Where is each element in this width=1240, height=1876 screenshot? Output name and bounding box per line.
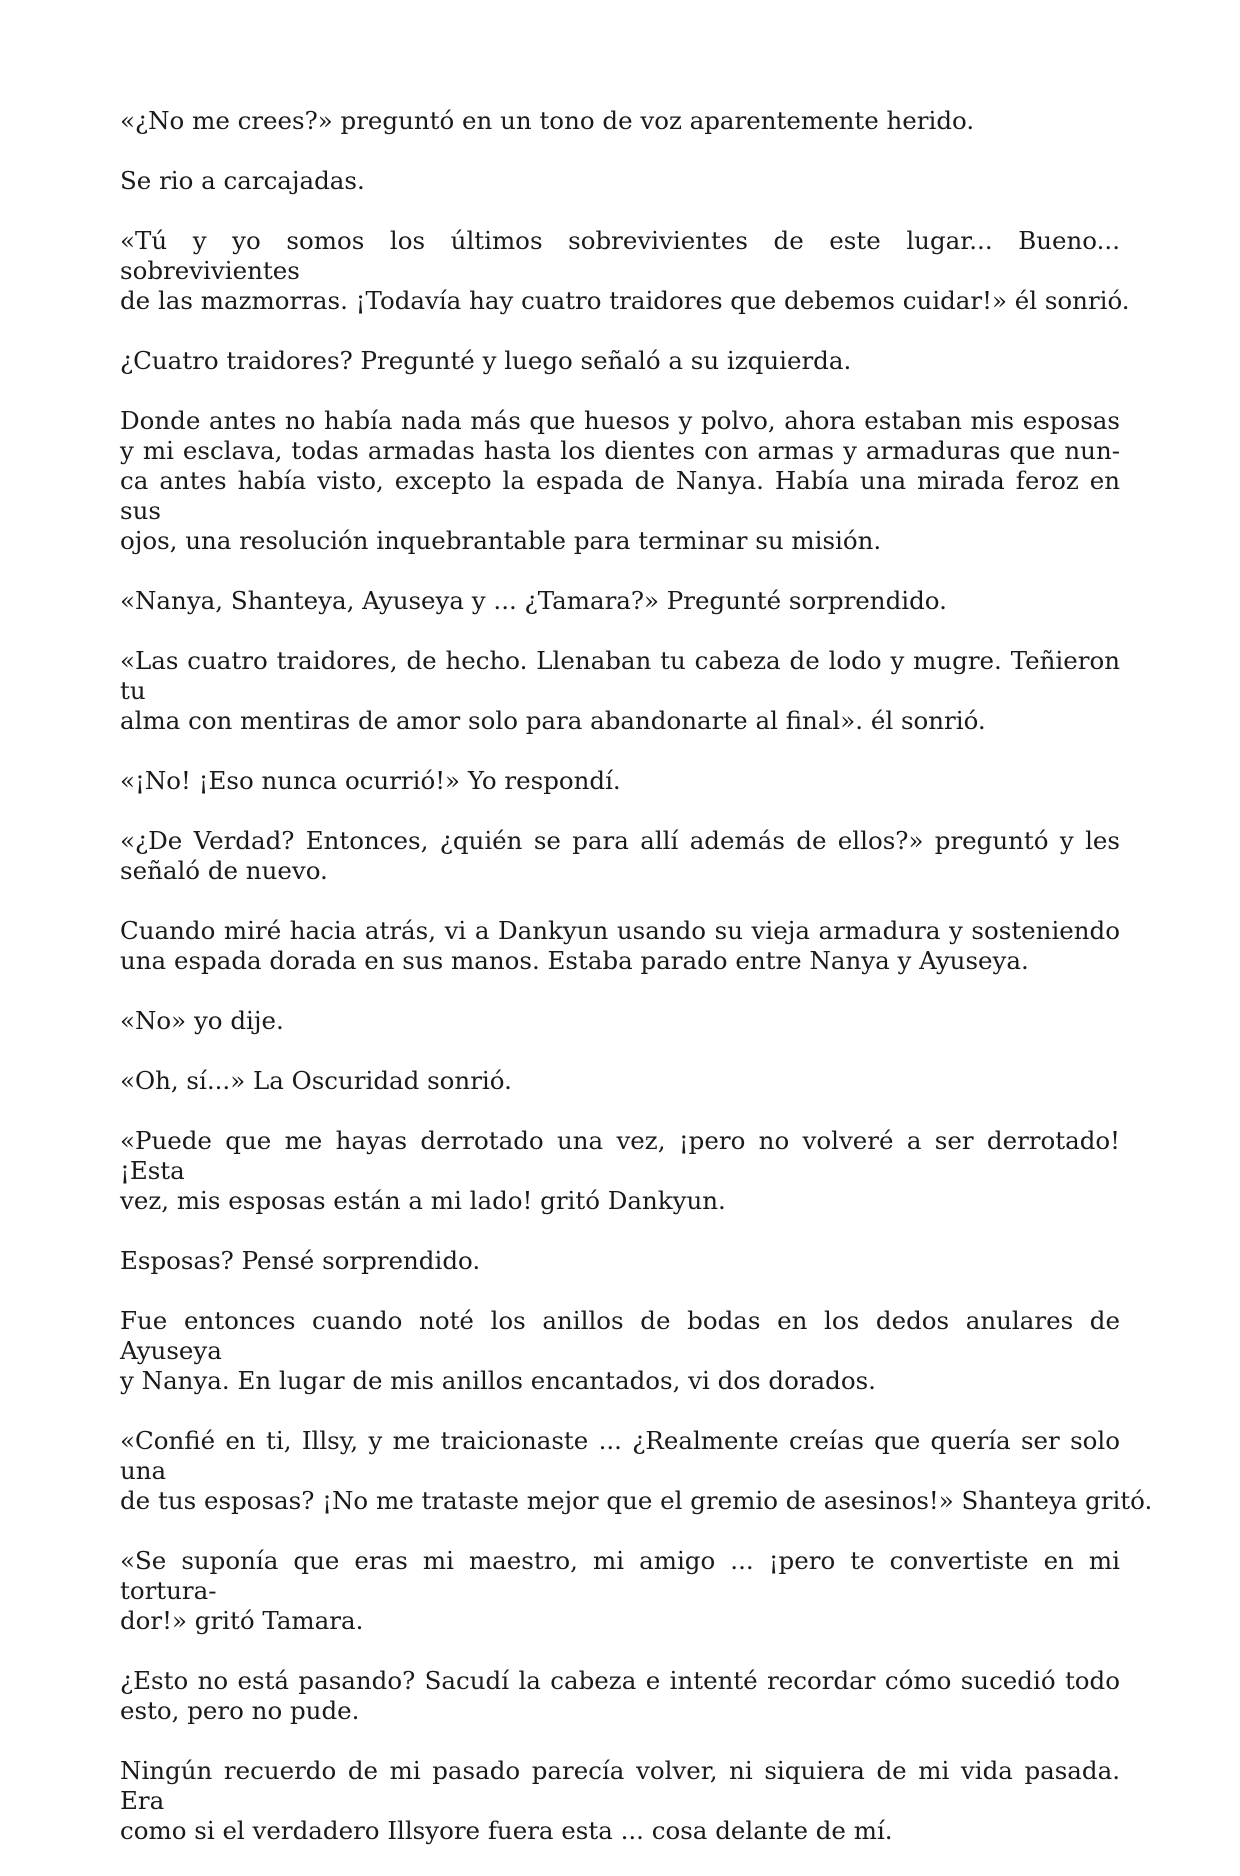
- paragraph: [120, 1756, 1120, 1846]
- paragraph: [120, 1246, 1120, 1276]
- text-line: «¡No! ¡Eso nunca ocurrió!» Yo respondí.: [120, 766, 621, 795]
- text-line: «Las cuatro traidores, de hecho. Llenaban tu cabeza de lodo y mugre. Teñieron tu: [120, 646, 1120, 705]
- text-line: una espada dorada en sus manos. Estaba parado entre Nanya y Ayuseya.: [120, 946, 1029, 975]
- paragraph: [120, 1546, 1120, 1636]
- text-line: «Se suponía que eras mi maestro, mi amigo ... ¡pero te convertiste en mi tortura-: [120, 1546, 1120, 1605]
- text-line: Donde antes no había nada más que huesos y polvo, ahora estaban mis esposas: [120, 406, 1120, 435]
- text-line: ca antes había visto, excepto la espada de Nanya. Había una mirada feroz en sus: [120, 466, 1120, 525]
- text-line: «Confié en ti, Illsy, y me traicionaste ... ¿Realmente creías que quería ser solo una: [120, 1426, 1120, 1485]
- document-body: [120, 106, 1153, 1876]
- text-line: ¿Cuatro traidores? Pregunté y luego señaló a su izquierda.: [120, 346, 852, 375]
- paragraph: [120, 1066, 1120, 1096]
- text-line: «¿No me crees?» preguntó en un tono de voz aparentemente herido.: [120, 106, 975, 135]
- text-line: dor!» gritó Tamara.: [120, 1606, 364, 1635]
- paragraph: [120, 646, 1120, 736]
- text-line: ¿Esto no está pasando? Sacudí la cabeza e intenté recordar cómo sucedió todo: [120, 1666, 1120, 1695]
- text-line: «Nanya, Shanteya, Ayuseya y ... ¿Tamara?» Pregunté sorprendido.: [120, 586, 947, 615]
- text-line: ojos, una resolución inquebrantable para terminar su misión.: [120, 526, 882, 555]
- text-line: y mi esclava, todas armadas hasta los dientes con armas y armaduras que nun-: [120, 436, 1120, 465]
- text-line: «Tú y yo somos los últimos sobrevivientes de este lugar... Bueno... sobrevivientes: [120, 226, 1120, 285]
- text-line: alma con mentiras de amor solo para abandonarte al final». él sonrió.: [120, 706, 986, 735]
- paragraph: [120, 1306, 1120, 1396]
- text-line: «No» yo dije.: [120, 1006, 284, 1035]
- paragraph: [120, 586, 1120, 616]
- text-line: de las mazmorras. ¡Todavía hay cuatro traidores que debemos cuidar!» él sonrió.: [120, 286, 1130, 315]
- text-line: «Oh, sí...» La Oscuridad sonrió.: [120, 1066, 512, 1095]
- paragraph: [120, 1006, 1120, 1036]
- text-line: Ningún recuerdo de mi pasado parecía volver, ni siquiera de mi vida pasada. Era: [120, 1756, 1120, 1815]
- text-line: Fue entonces cuando noté los anillos de bodas en los dedos anulares de Ayuseya: [120, 1306, 1120, 1365]
- text-line: «Puede que me hayas derrotado una vez, ¡pero no volveré a ser derrotado! ¡Esta: [120, 1126, 1120, 1185]
- text-line: de tus esposas? ¡No me trataste mejor que el gremio de asesinos!» Shanteya gritó.: [120, 1486, 1153, 1515]
- paragraph: [120, 226, 1130, 316]
- text-line: y Nanya. En lugar de mis anillos encantados, vi dos dorados.: [120, 1366, 876, 1395]
- paragraph: [120, 1126, 1120, 1216]
- paragraph: [120, 106, 1120, 136]
- paragraph: [120, 346, 1120, 376]
- paragraph: [120, 1426, 1153, 1516]
- text-line: vez, mis esposas están a mi lado! gritó Dankyun.: [120, 1186, 726, 1215]
- text-line: como si el verdadero Illsyore fuera esta ... cosa delante de mí.: [120, 1816, 893, 1845]
- text-line: señaló de nuevo.: [120, 856, 328, 885]
- paragraph: [120, 766, 1120, 796]
- text-line: Cuando miré hacia atrás, vi a Dankyun usando su vieja armadura y sosteniendo: [120, 916, 1120, 945]
- paragraph: [120, 916, 1120, 976]
- paragraph: [120, 166, 1120, 196]
- paragraph: [120, 1666, 1120, 1726]
- text-line: Esposas? Pensé sorprendido.: [120, 1246, 481, 1275]
- paragraph: [120, 406, 1120, 556]
- paragraph: [120, 826, 1120, 886]
- text-line: «¿De Verdad? Entonces, ¿quién se para allí además de ellos?» preguntó y les: [120, 826, 1120, 855]
- text-line: esto, pero no pude.: [120, 1696, 360, 1725]
- text-line: Se rio a carcajadas.: [120, 166, 365, 195]
